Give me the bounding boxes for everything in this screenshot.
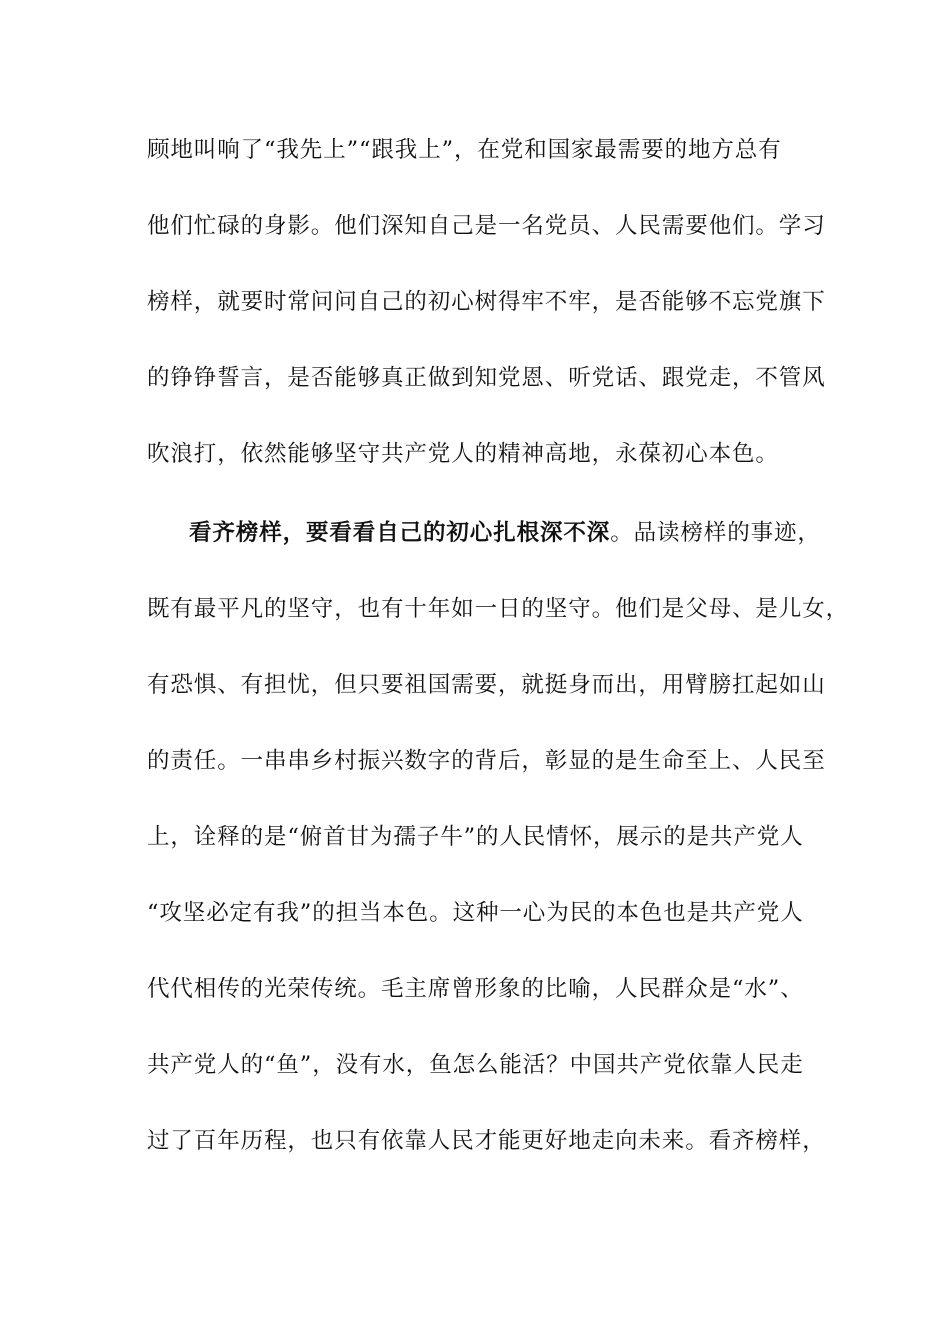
paragraph-heading-bold: 看齐榜样，要看看自己的初心扎根深不深 [189, 520, 611, 546]
body-text-line: “攻坚必定有我”的担当本色。这种一心为民的本色也是共产党人 [147, 900, 804, 926]
body-text-line: 顾地叫响了“我先上”“跟我上”，在党和国家最需要的地方总有 [147, 137, 782, 163]
body-text-line: 代代相传的光荣传统。毛主席曾形象的比喻，人民群众是“水”、 [147, 976, 804, 1002]
body-text-line: 榜样，就要时常问问自己的初心树得牢不牢，是否能够不忘党旗下 [147, 289, 826, 315]
body-text-line: 的铮铮誓言，是否能够真正做到知党恩、听党话、跟党走，不管风 [147, 365, 826, 391]
body-text-line: 共产党人的“鱼”，没有水，鱼怎么能活？中国共产党依靠人民走 [147, 1052, 804, 1078]
body-text-line: 有恐惧、有担忧，但只要祖国需要，就挺身而出，用臂膀扛起如山 [147, 672, 826, 698]
body-text-line: 过了百年历程，也只有依靠人民才能更好地走向未来。看齐榜样， [147, 1128, 826, 1154]
body-text-line: 上，诠释的是“俯首甘为孺子牛”的人民情怀，展示的是共产党人 [147, 824, 804, 850]
paragraph-lead-line [189, 518, 849, 548]
body-text-line: 的责任。一串串乡村振兴数字的背后，彰显的是生命至上、人民至 [147, 748, 826, 774]
body-text-line: 既有最平凡的坚守，也有十年如一日的坚守。他们是父母、是儿女， [147, 596, 850, 622]
body-text-line: 吹浪打，依然能够坚守共产党人的精神高地，永葆初心本色。 [147, 441, 779, 467]
paragraph-lead-rest: 。品读榜样的事迹， [610, 520, 821, 546]
body-text-line: 他们忙碌的身影。他们深知自己是一名党员、人民需要他们。学习 [147, 213, 826, 239]
